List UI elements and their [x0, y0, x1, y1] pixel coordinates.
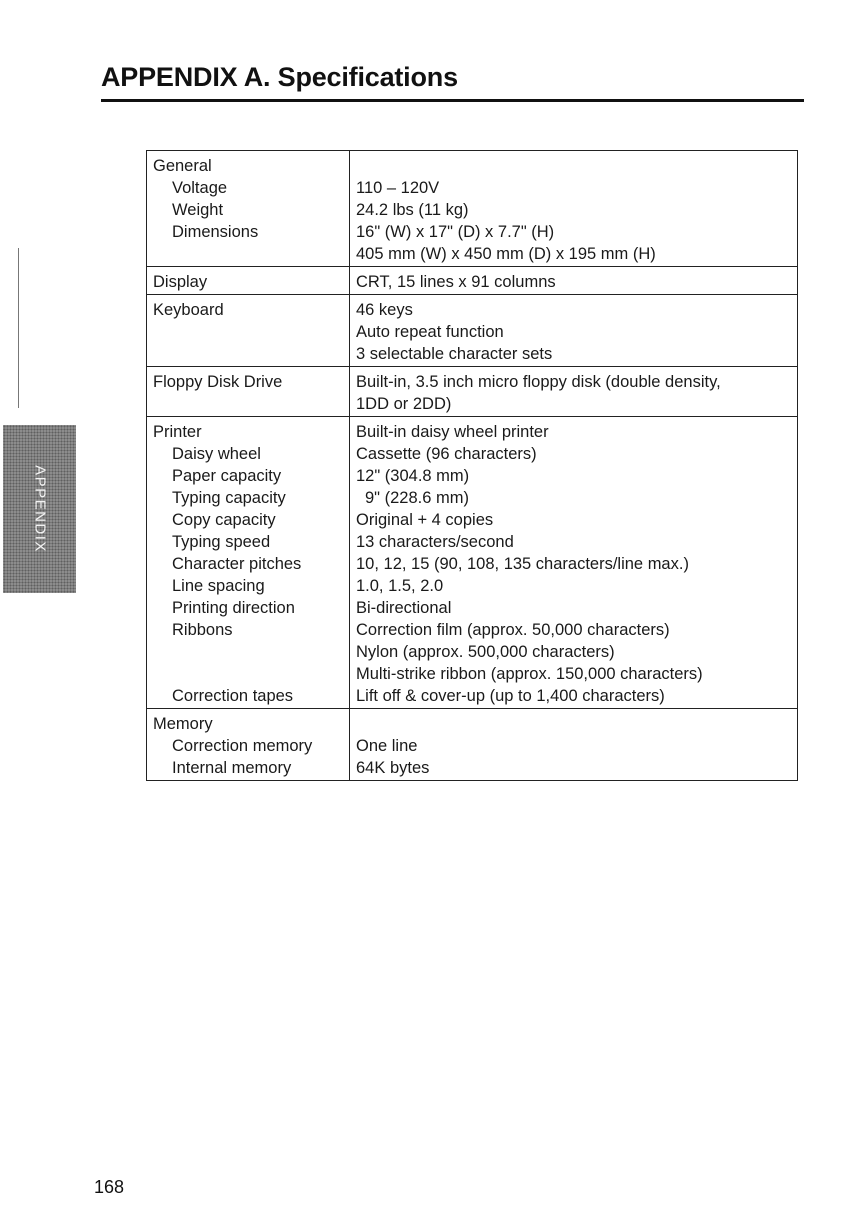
spec-value: 1DD or 2DD) [356, 395, 452, 413]
specifications-table [146, 150, 798, 781]
section-heading: Printer [153, 423, 202, 441]
table-row [147, 367, 798, 417]
spec-label-cell [147, 709, 350, 781]
section-heading: Display [153, 273, 208, 291]
spec-value: 64K bytes [356, 759, 430, 777]
spec-value: One line [356, 737, 418, 755]
spec-label: Paper capacity [172, 467, 282, 485]
spec-value-cell [350, 417, 798, 709]
side-tab-label: APPENDIX [31, 465, 48, 553]
spec-label: Character pitches [172, 555, 302, 573]
spec-value-cell [350, 709, 798, 781]
spec-label-cell [147, 151, 350, 267]
table-row [147, 267, 798, 295]
spacer [356, 155, 791, 177]
spec-label: Typing capacity [172, 489, 286, 507]
spec-label: Line spacing [172, 577, 265, 595]
spec-label: Internal memory [172, 759, 292, 777]
spec-value-cell [350, 295, 798, 367]
spec-label-cell [147, 367, 350, 417]
spec-value-cell [350, 151, 798, 267]
spec-value: 1.0, 1.5, 2.0 [356, 577, 444, 595]
spec-value: 13 characters/second [356, 533, 514, 551]
spec-value: 24.2 lbs (11 kg) [356, 201, 469, 219]
spec-value: Auto repeat function [356, 323, 504, 341]
spacer [356, 713, 791, 735]
spec-label-cell [147, 267, 350, 295]
spec-value: 110 – 120V [356, 179, 440, 197]
page-title: APPENDIX A. Specifications [101, 62, 458, 92]
table-row [147, 151, 798, 267]
spec-label: Ribbons [172, 621, 233, 639]
margin-line [18, 248, 19, 408]
spec-value: 9" (228.6 mm) [365, 489, 469, 507]
spec-value: Correction film (approx. 50,000 characters) [356, 621, 670, 639]
spec-label: Copy capacity [172, 511, 276, 529]
spec-value: 405 mm (W) x 450 mm (D) x 195 mm (H) [356, 245, 656, 263]
spec-value: Lift off & cover-up (up to 1,400 characters) [356, 687, 665, 705]
table-row [147, 709, 798, 781]
spec-value: Cassette (96 characters) [356, 445, 537, 463]
spec-label-cell [147, 417, 350, 709]
page-number: 168 [94, 1177, 125, 1197]
table-row [147, 417, 798, 709]
section-heading: Keyboard [153, 301, 224, 319]
spec-value: Original + 4 copies [356, 511, 494, 529]
spec-label: Voltage [172, 179, 228, 197]
spec-value: Bi-directional [356, 599, 452, 617]
spec-value: 46 keys [356, 301, 413, 319]
spec-label: Daisy wheel [172, 445, 261, 463]
table-row [147, 295, 798, 367]
spec-value: CRT, 15 lines x 91 columns [356, 273, 556, 291]
spec-label: Weight [172, 201, 224, 219]
spec-value-cell [350, 367, 798, 417]
spec-label-cell [147, 295, 350, 367]
spec-label: Dimensions [172, 223, 259, 241]
spec-value: 12" (304.8 mm) [356, 467, 470, 485]
section-heading: Floppy Disk Drive [153, 373, 283, 391]
spec-label: Typing speed [172, 533, 271, 551]
spec-value: Built-in daisy wheel printer [356, 423, 549, 441]
spec-value-cell [350, 267, 798, 295]
spec-value: 3 selectable character sets [356, 345, 553, 363]
section-heading: General [153, 157, 212, 175]
spacer [153, 663, 343, 685]
spec-label: Correction memory [172, 737, 313, 755]
title-rule [101, 99, 804, 102]
section-heading: Memory [153, 715, 213, 733]
spacer [153, 641, 343, 663]
spec-value: 16" (W) x 17" (D) x 7.7" (H) [356, 223, 555, 241]
spec-value: Nylon (approx. 500,000 characters) [356, 643, 615, 661]
spec-value: Multi-strike ribbon (approx. 150,000 characters) [356, 665, 703, 683]
appendix-side-tab [3, 425, 76, 593]
spec-value: Built-in, 3.5 inch micro floppy disk (double density, [356, 373, 721, 391]
spec-value: 10, 12, 15 (90, 108, 135 characters/line max.) [356, 555, 689, 573]
spec-label: Correction tapes [172, 687, 294, 705]
spec-label: Printing direction [172, 599, 295, 617]
